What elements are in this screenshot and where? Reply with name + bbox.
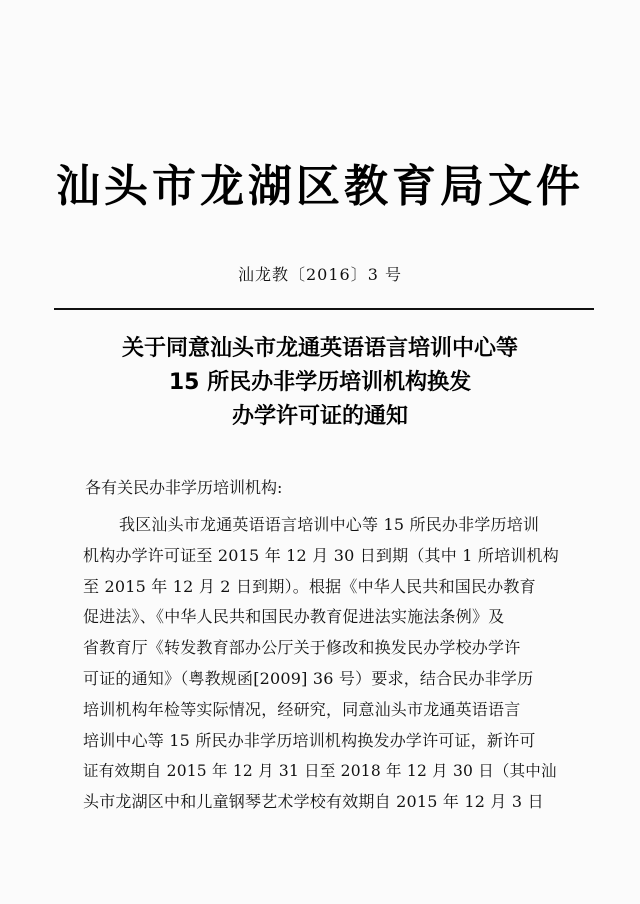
notice-title-line: 关于同意汕头市龙通英语语言培训中心等 bbox=[121, 336, 518, 361]
notice-title bbox=[0, 332, 640, 434]
body-line: 机构办学许可证至 2015 年 12 月 30 日到期（其中 1 所培训机构 bbox=[83, 545, 559, 565]
body-line: 我区汕头市龙通英语语言培训中心等 15 所民办非学历培训 bbox=[119, 515, 540, 534]
body-line: 至 2015 年 12 月 2 日到期）。根据《中华人民共和国民办教育 bbox=[83, 576, 536, 596]
document-number: 汕龙教〔2016〕3 号 bbox=[238, 265, 402, 284]
body-line: 培训机构年检等实际情况，经研究，同意汕头市龙通英语语言 bbox=[83, 699, 521, 719]
body-line: 证有效期自 2015 年 12 月 31 日至 2018 年 12 月 30 日（其中汕 bbox=[83, 762, 557, 781]
body-line: 头市龙湖区中和儿童钢琴艺术学校有效期自 2015 年 12 月 3 日 bbox=[83, 792, 544, 812]
body-line: 省教育厅《转发教育部办公厅关于修改和换发民办学校办学许 bbox=[83, 638, 521, 658]
document-header-title: 汕头市龙湖区教育局文件 bbox=[56, 161, 584, 212]
salutation: 各有关民办非学历培训机构: bbox=[85, 478, 283, 497]
body-line: 促进法》、《中华人民共和国民办教育促进法实施法条例》及 bbox=[83, 607, 505, 627]
body-paragraph bbox=[83, 510, 561, 818]
notice-title-line: 办学许可证的通知 bbox=[231, 404, 408, 429]
body-line: 可证的通知》（粤教规函[2009] 36 号）要求，结合民办非学历 bbox=[83, 668, 534, 688]
body-line: 培训中心等 15 所民办非学历培训机构换发办学许可证，新许可 bbox=[83, 730, 536, 750]
header-divider bbox=[54, 308, 594, 310]
notice-title-line: 15 所民办非学历培训机构换发 bbox=[168, 370, 472, 395]
